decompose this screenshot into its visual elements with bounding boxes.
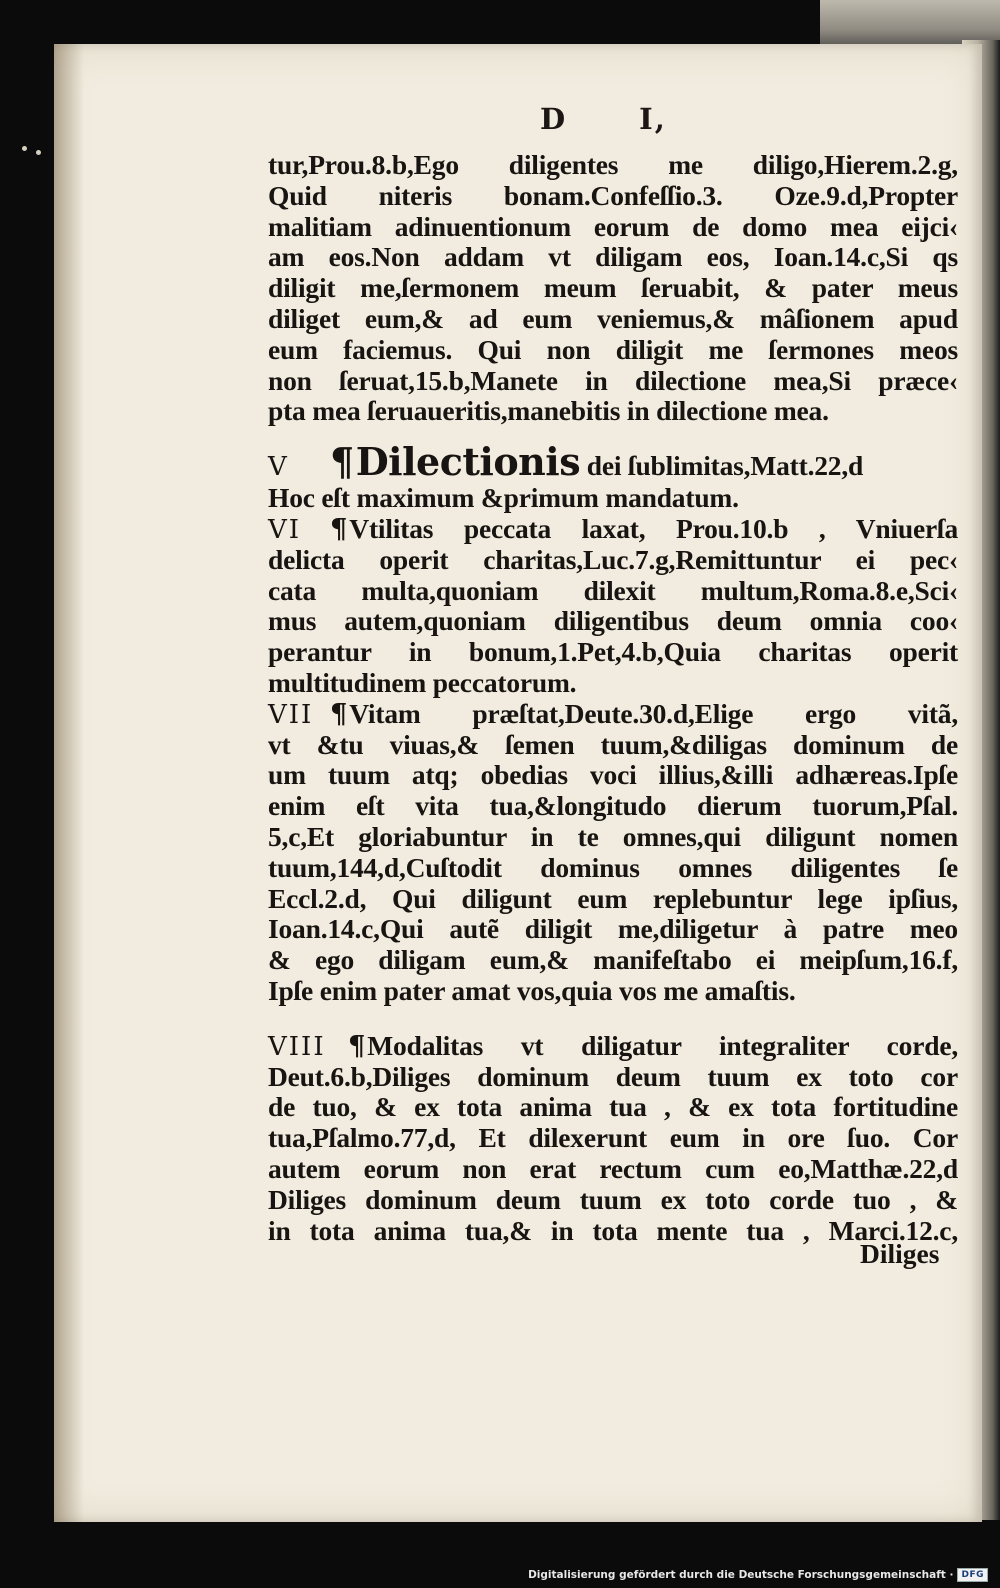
text-line: in tota anima tua,& in tota mente tua , Marci.12.c,	[268, 1214, 958, 1246]
section-number: VI	[268, 514, 302, 545]
text-line: um tuum atq; obedias voci illius,&illi adhæreas.Ipſe	[268, 759, 958, 791]
heading-text: Modalitas vt diligatur integraliter corde,	[367, 1029, 958, 1061]
text-line: cata multa,quoniam dilexit multum,Roma.8.e,Sci‹	[268, 574, 958, 606]
pilcrow-mark: ¶	[330, 439, 354, 485]
heading-text: dei ſublimitas,Matt.22,d	[580, 450, 864, 482]
section-vii	[268, 699, 958, 1007]
digitization-credit	[528, 1568, 988, 1582]
credit-text: Digitalisierung gefördert durch die Deutsche Forschungsgemeinschaft ·	[528, 1569, 954, 1581]
text-line: enim eſt vita tua,&longitudo dierum tuorum,Pſal.	[268, 790, 958, 822]
text-line: diliget eum,& ad eum veniemus,& mâſionem apud	[268, 302, 958, 334]
text-line: de tuo, & ex tota anima tua , & ex tota fortitudine	[268, 1091, 958, 1123]
section-number: V	[268, 452, 289, 483]
catchword: Diliges	[860, 1238, 940, 1269]
headword: Dilectionis	[355, 439, 581, 485]
section-v	[268, 441, 958, 514]
section-heading-line	[268, 514, 958, 545]
gutter-shadow	[54, 44, 84, 1522]
text-line: Eccl.2.d, Qui diligunt eum replebuntur lege ipſius,	[268, 882, 958, 914]
text-line: & ego diligam eum,& manifeſtabo ei meipſum,16.f,	[268, 944, 958, 976]
text-line: vt &tu viuas,& ſemen tuum,&diligas dominum de	[268, 728, 958, 760]
signature-mark: D	[540, 102, 568, 136]
binding-thread-mark	[36, 150, 41, 155]
text-line: tur,Prou.8.b,Ego diligentes me diligo,Hierem.2.g,	[268, 149, 958, 180]
text-line: tua,Pſalmo.77,d, Et dilexerunt eum in ore ſuo. Cor	[268, 1122, 958, 1154]
text-line: malitiam adinuentionum eorum de domo mea eijci‹	[268, 210, 958, 242]
heading-text: Vtilitas peccata laxat, Prou.10.b , Vniuerſa	[349, 512, 958, 544]
signature-number: I,	[639, 102, 667, 136]
text-line: Quid niteris bonam.Confeſſio.3. Oze.9.d,Propter	[268, 179, 958, 211]
text-block	[268, 150, 958, 1246]
dfg-logo: DFG	[957, 1568, 988, 1582]
text-line: pta mea ſeruaueritis,manebitis in dilectione mea.	[268, 395, 829, 427]
text-line: Diliges dominum deum tuum ex toto corde tuo , &	[268, 1183, 958, 1215]
heading-text: Vitam præſtat,Deute.30.d,Elige ergo vitã,	[349, 697, 958, 729]
section-number: VIII	[268, 1031, 326, 1062]
text-line: 5,c,Et gloriabuntur in te omnes,qui diligunt nomen	[268, 820, 958, 852]
text-line: Hoc eſt maximum &primum mandatum.	[268, 482, 739, 514]
text-line: perantur in bonum,1.Pet,4.b,Quia charitas operit	[268, 636, 958, 668]
pilcrow-mark: ¶	[330, 512, 348, 545]
pilcrow-mark: ¶	[348, 1029, 366, 1062]
section-viii	[268, 1031, 958, 1247]
text-line: tuum,144,d,Cuſtodit dominus omnes diligentes ſe	[268, 851, 958, 883]
text-line: Ipſe enim pater amat vos,quia vos me amaſtis.	[268, 974, 796, 1006]
section-heading-line	[268, 699, 958, 730]
text-line: eum faciemus. Qui non diligit me ſermones meos	[268, 333, 958, 365]
text-line: non ſeruat,15.b,Manete in dilectione mea,Si præce‹	[268, 364, 958, 396]
section-heading-line	[268, 441, 958, 483]
text-line: Ioan.14.c,Qui autẽ diligit me,diligetur à patre meo	[268, 913, 958, 945]
section-vi	[268, 514, 958, 699]
running-head	[540, 102, 667, 136]
text-line: Deut.6.b,Diliges dominum deum tuum ex toto cor	[268, 1060, 958, 1092]
text-line: autem eorum non erat rectum cum eo,Matthæ.22,d	[268, 1152, 958, 1184]
passage-continued	[268, 150, 958, 427]
text-line: am eos.Non addam vt diligam eos, Ioan.14.c,Si qs	[268, 241, 958, 273]
binding-thread-mark	[22, 146, 27, 151]
pilcrow-mark: ¶	[330, 697, 348, 730]
text-line: diligit me,ſermonem meum ſeruabit, & pater meus	[268, 272, 958, 304]
text-line: mus autem,quoniam diligentibus deum omnia coo‹	[268, 605, 958, 637]
section-number: VII	[268, 699, 314, 730]
section-heading-line	[268, 1031, 958, 1062]
text-line: delicta operit charitas,Luc.7.g,Remittuntur ei pec‹	[268, 543, 958, 575]
text-line: multitudinem peccatorum.	[268, 666, 577, 698]
